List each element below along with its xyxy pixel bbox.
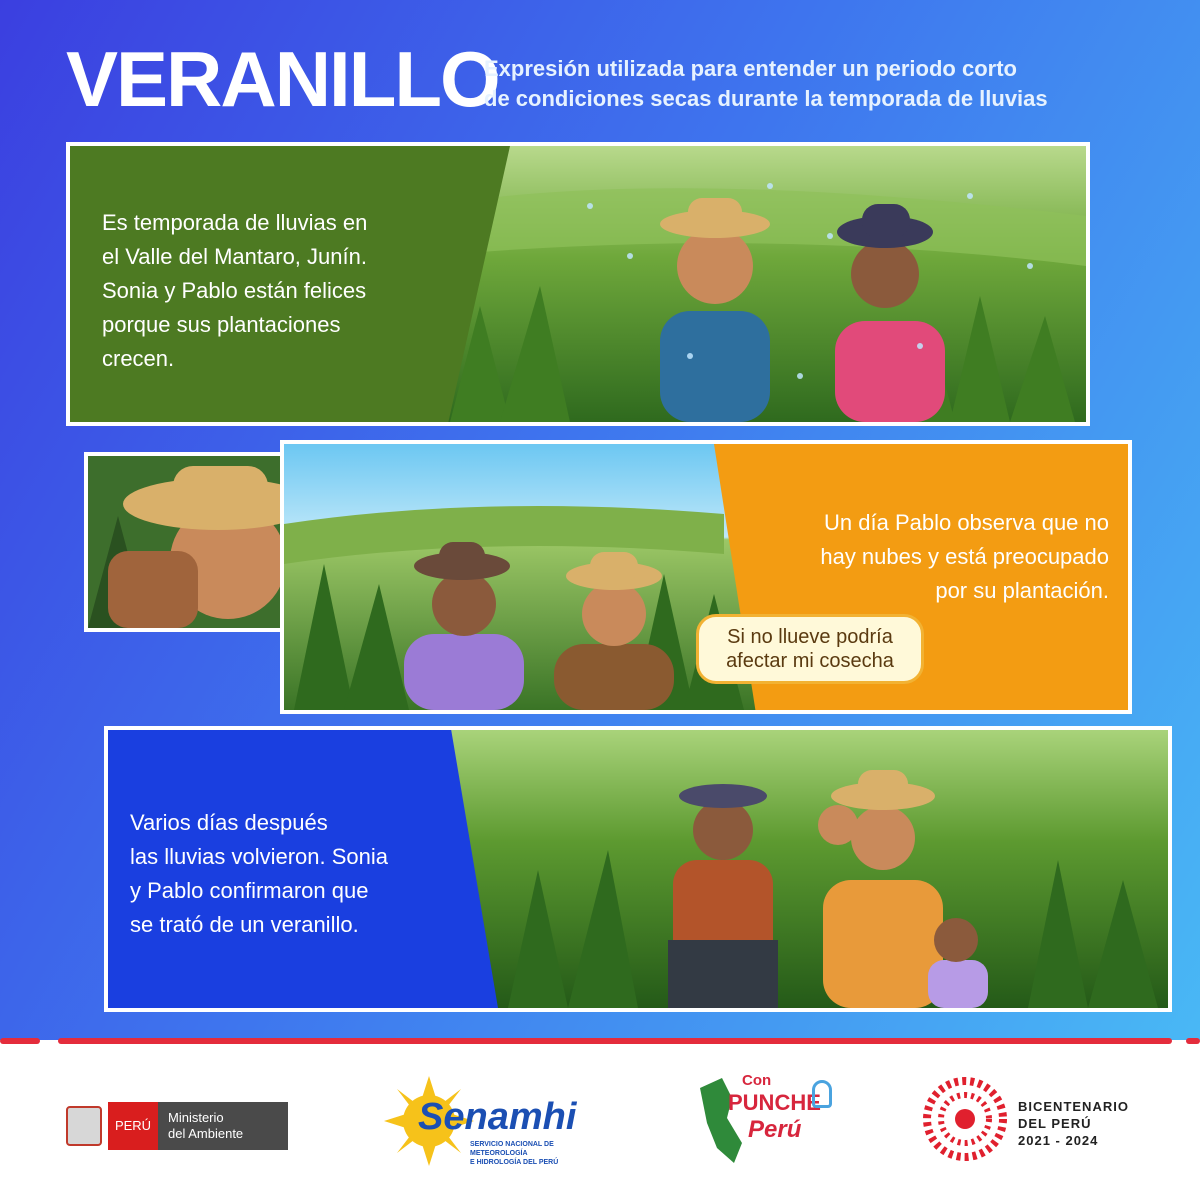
peru-label: PERÚ — [108, 1102, 158, 1150]
panel-returns-line: Varios días después — [130, 810, 328, 835]
panel-returns-line: y Pablo confirmaron que — [130, 878, 369, 903]
bicentenario-text — [1018, 1098, 1129, 1149]
divider-dash — [58, 1038, 1172, 1044]
subtitle-line-2: de condiciones secas durante la temporada de lluvias — [484, 86, 1048, 111]
panel-rain-returns — [104, 726, 1172, 1012]
senamhi-sub-line: E HIDROLOGÍA DEL PERÚ — [470, 1159, 559, 1166]
bicentenario-line: 2021 - 2024 — [1018, 1133, 1099, 1148]
bicentenario-emblem-icon — [922, 1076, 1008, 1162]
punche-word: PUNCHE — [728, 1090, 821, 1115]
peru-coat-of-arms-icon — [66, 1106, 102, 1146]
divider-dash — [0, 1038, 40, 1044]
bicentenario-line: DEL PERÚ — [1018, 1116, 1092, 1131]
panel-dry-text — [754, 506, 1109, 608]
panel-dry-line: hay nubes y está preocupado — [820, 544, 1109, 569]
panel-rain-line: Sonia y Pablo están felices — [102, 278, 367, 303]
panel-returns-text — [130, 806, 450, 942]
speech-bubble-line: Si no llueve podría — [727, 626, 893, 648]
panel-rain-line: el Valle del Mantaro, Junín. — [102, 244, 367, 269]
divider-dash — [1186, 1038, 1200, 1044]
panel-returns-line: se trató de un veranillo. — [130, 912, 359, 937]
punche-con: Con — [742, 1072, 772, 1089]
punche-peru: Perú — [748, 1116, 802, 1143]
ministry-box — [158, 1102, 288, 1150]
bicentenario-line: BICENTENARIO — [1018, 1099, 1129, 1114]
panel-rain-scene — [66, 142, 1090, 426]
panel-rain-text — [102, 206, 422, 376]
ministry-line: Ministerio — [168, 1110, 224, 1125]
senamhi-logo — [384, 1076, 604, 1166]
panel-dry-line: por su plantación. — [935, 578, 1109, 603]
panel-rain-line: Es temporada de lluvias en — [102, 210, 368, 235]
con-punche-peru-logo — [692, 1060, 842, 1160]
speech-bubble-line: afectar mi cosecha — [726, 650, 894, 672]
flexed-arm-icon — [812, 1080, 832, 1108]
speech-bubble — [696, 614, 924, 684]
ministry-line: del Ambiente — [168, 1126, 244, 1141]
panel-rain-line: crecen. — [102, 346, 175, 371]
bicentenario-logo — [922, 1076, 1172, 1166]
panel-dry-scene — [280, 440, 1132, 714]
senamhi-sub-line: SERVICIO NACIONAL DE METEOROLOGÍA — [470, 1141, 554, 1157]
senamhi-subtitle — [470, 1140, 604, 1167]
page-subtitle — [484, 54, 1124, 114]
ministerio-logo — [66, 1102, 288, 1150]
panel-dry-line: Un día Pablo observa que no — [824, 510, 1109, 535]
panel-returns-line: las lluvias volvieron. Sonia — [130, 844, 389, 869]
panel-rain-line: porque sus plantaciones — [102, 312, 341, 337]
page-title: VERANILLO — [66, 35, 499, 123]
subtitle-line-1: Expresión utilizada para entender un periodo corto — [484, 56, 1017, 81]
senamhi-name: Senamhi — [418, 1096, 577, 1138]
